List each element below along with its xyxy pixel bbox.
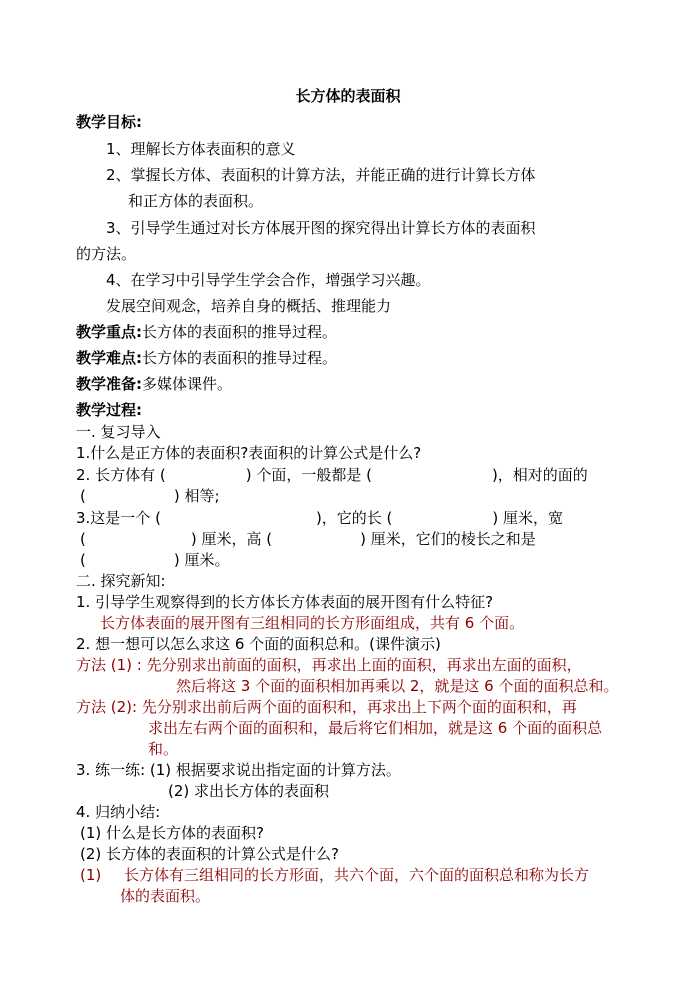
explore-step-1: 1. 引导学生观察得到的长方体长方体表面的展开图有什么特征? (76, 593, 494, 611)
q2-part-a: 2. 长方体有 ( (76, 466, 166, 484)
goal-item-2-cont: 和正方体的表面积。 (128, 192, 264, 210)
q2-part-c: )，相对的面的 (491, 466, 588, 484)
explore-step-3-cont: (2) 求出长方体的表面积 (168, 782, 330, 800)
preparation-text: 多媒体课件。 (142, 375, 233, 393)
goal-item-1: 1、理解长方体表面积的意义 (106, 140, 296, 158)
summary-answer-label: (1) (80, 866, 102, 884)
key-point-label: 教学重点: (76, 323, 142, 341)
explore-step-3: 3. 练一练: (1) 根据要求说出指定面的计算方法。 (76, 761, 401, 779)
goal-item-2: 2、掌握长方体、表面积的计算方法，并能正确的进行计算长方体 (106, 166, 536, 184)
method-1-line-2: 然后将这 3 个面的面积相加再乘以 2，就是这 6 个面的面积总和。 (176, 677, 619, 695)
goal-item-3-cont: 的方法。 (76, 245, 137, 263)
q3-part-c: ) 厘米，宽 (492, 509, 564, 527)
difficulty-row (76, 348, 337, 368)
review-question-3-cont-1 (80, 529, 536, 549)
part2-heading: 二. 探究新知: (76, 572, 166, 590)
part1-heading: 一. 复习导入 (76, 423, 161, 441)
method-2-line-3: 和。 (148, 740, 179, 758)
key-point-text: 长方体的表面积的推导过程。 (142, 323, 338, 341)
q3-part-f: ) 厘米，它们的棱长之和是 (360, 530, 536, 548)
goal-item-3: 3、引导学生通过对长方体展开图的探究得出计算长方体的表面积 (106, 219, 536, 237)
method-2-line-2: 求出左右两个面的面积和，最后将它们相加，就是这 6 个面的面积总 (148, 719, 603, 737)
difficulty-label: 教学难点: (76, 349, 142, 367)
review-question-3-cont-2 (80, 550, 229, 570)
q3-part-h: ) 厘米。 (173, 551, 230, 569)
q2-part-d: ( (80, 487, 86, 505)
explore-step-1-answer: 长方体表面的展开图有三组相同的长方形面组成，共有 6 个面。 (100, 614, 525, 632)
summary-question-2: (2) 长方体的表面积的计算公式是什么? (80, 845, 339, 863)
method-1-line-1: 方法 (1) : 先分别求出前面的面积，再求出上面的面积，再求出左面的面积， (76, 656, 582, 674)
q3-part-e: ) 厘米，高 ( (190, 530, 273, 548)
difficulty-text: 长方体的表面积的推导过程。 (142, 349, 338, 367)
review-question-1: 1.什么是正方体的表面积?表面积的计算公式是什么? (76, 444, 422, 462)
summary-question-1: (1) 什么是长方体的表面积? (80, 824, 264, 842)
q2-part-e: ) 相等; (173, 487, 220, 505)
preparation-row (76, 374, 232, 394)
summary-answer-line-1: 长方体有三组相同的长方形面，共六个面，六个面的面积总和称为长方 (124, 866, 590, 884)
goal-item-4: 4、在学习中引导学生学会合作，增强学习兴趣。 (106, 271, 431, 289)
method-2-line-1: 方法 (2): 先分别求出前后两个面的面积和，再求出上下两个面的面积和，再 (76, 698, 577, 716)
review-question-2 (76, 465, 588, 485)
key-point-row (76, 322, 337, 342)
goal-item-5: 发展空间观念，培养自身的概括、推理能力 (106, 297, 392, 315)
explore-step-2: 2. 想一想可以怎么求这 6 个面的面积总和。(课件演示) (76, 635, 441, 653)
q3-part-d: ( (80, 530, 86, 548)
preparation-label: 教学准备: (76, 375, 142, 393)
q3-part-a: 3.这是一个 ( (76, 509, 161, 527)
q3-part-b: )，它的长 ( (315, 509, 393, 527)
q3-part-g: ( (80, 551, 86, 569)
explore-step-4: 4. 归纳小结: (76, 803, 161, 821)
process-heading: 教学过程: (76, 401, 142, 419)
summary-answer-line-2: 体的表面积。 (120, 887, 211, 905)
review-question-2-cont (80, 486, 220, 506)
goals-heading: 教学目标: (76, 113, 142, 131)
review-question-3 (76, 508, 563, 528)
page-title: 长方体的表面积 (295, 87, 401, 105)
q2-part-b: ) 个面，一般都是 ( (245, 466, 372, 484)
